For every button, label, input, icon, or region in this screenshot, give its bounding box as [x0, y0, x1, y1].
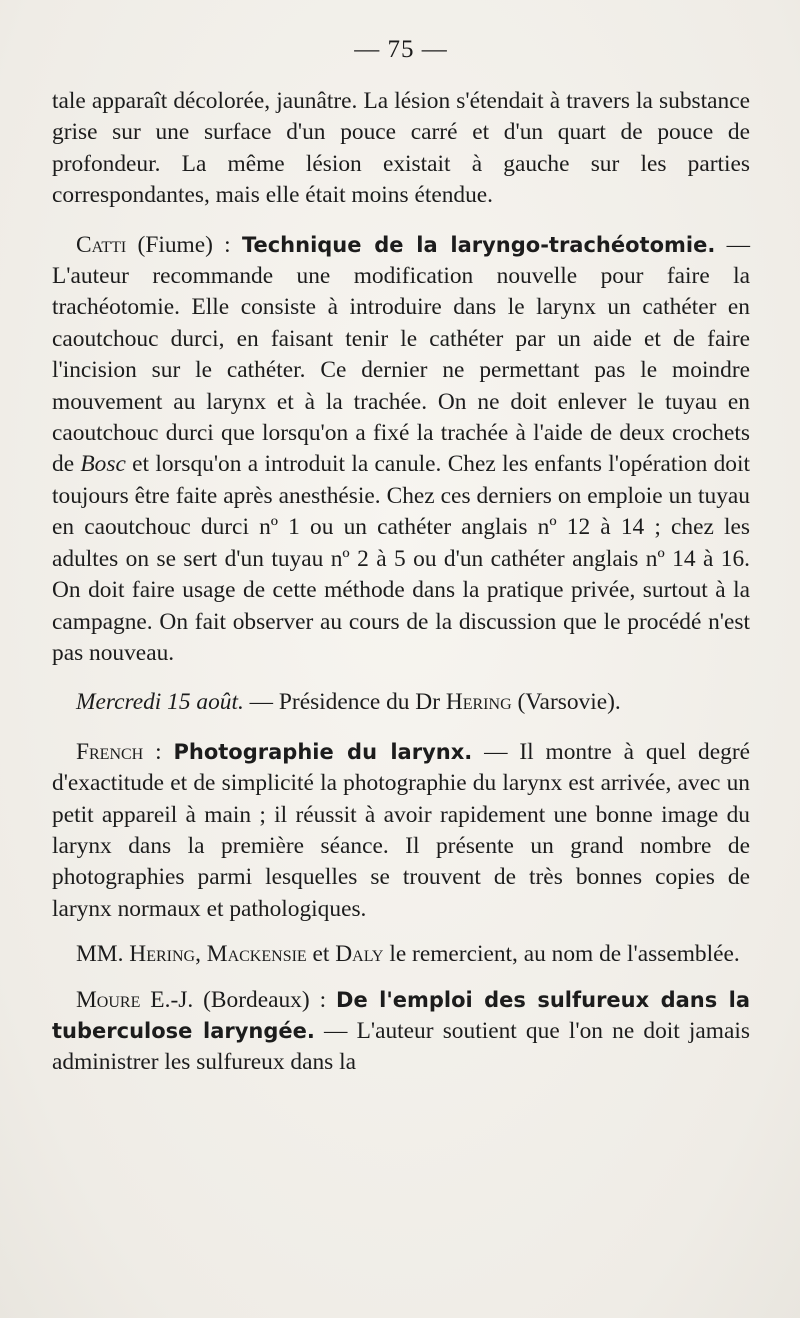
- section-title: Photographie du larynx.: [173, 739, 473, 764]
- president-name: Hering: [445, 689, 512, 716]
- author-name: Catti: [76, 231, 127, 258]
- session-text: — Présidence du Dr: [243, 689, 446, 716]
- paragraph-french: [52, 737, 750, 925]
- session-text: (Varsovie).: [511, 689, 621, 716]
- paragraph-lesion: tale apparaît décolorée, jaunâtre. La lésion s'étendait à travers la substance grise sur une surface d'un pouce carré et d'un quart de pouce de profondeur. La même lésion existait à gauche sur les parties correspondantes, mais elle était moins étendue.: [52, 88, 750, 209]
- prefix: MM.: [76, 941, 130, 968]
- author-name: French: [76, 738, 144, 765]
- author-place: E.-J. (Bordeaux) :: [140, 986, 337, 1013]
- body-text: — L'auteur soutient que l'on ne doit jamais administrer les sulfureux dans la: [52, 1017, 750, 1076]
- body-text: le remercient, au nom de l'assemblée.: [383, 941, 740, 968]
- person-name: Mackensie: [206, 941, 307, 968]
- separator: :: [143, 738, 174, 765]
- author-place: (Fiume) :: [126, 231, 242, 258]
- body-text: et lorsqu'on a introduit la canule. Chez les enfants l'opération doit toujours être faite après anesthésie. Chez ces derniers on emploie un tuyau en caoutchouc durci nº 1 ou un cathéter anglais nº 12 à 14 ; chez les adultes on se sert d'un tuyau nº 2 à 5 ou d'un cathéter anglais nº 14 à 16. On doit faire usage de cette méthode dans la pratique privée, surtout à la campagne. On fait observer au cours de la discussion que le procédé n'est pas nouveau.: [52, 451, 750, 666]
- separator: et: [306, 941, 336, 968]
- separator: ,: [195, 941, 207, 968]
- person-name: Daly: [335, 941, 384, 968]
- italic-name: Bosc: [80, 451, 126, 478]
- paragraph-catti: [52, 230, 750, 670]
- page-number: — 75 —: [354, 36, 448, 63]
- paragraph-moure: [52, 985, 750, 1079]
- author-name: Moure: [76, 986, 141, 1013]
- body-text: — L'auteur recommande une modification nouvelle pour faire la trachéotomie. Elle consiste à introduire dans le larynx un cathéter en caoutchouc durci, en faisant tenir le cathéter par un aide et de faire l'incision sur le cathéter. Ce dernier ne permettant pas le moindre mouvement au larynx et à la trachée. On ne doit enlever le tuyau en caoutchouc durci que lorsqu'on a fixé la trachée à l'aide de deux crochets de: [52, 231, 750, 478]
- person-name: Hering: [129, 941, 196, 968]
- body-text: — Il montre à quel degré d'exactitude et de simplicité la photographie du larynx est arrivée, avec un petit appareil à main ; il réussit à avoir rapidement une bonne image du larynx dans la première séance. Il présente un grand nombre de photographies parmi lesquelles se trouvent de très bonnes copies de larynx normaux et pathologiques.: [52, 738, 751, 922]
- session-line: [52, 687, 750, 718]
- paragraph-thanks: [52, 939, 750, 970]
- section-title: De l'emploi des sulfureux dans la tuberculose laryngée.: [52, 987, 751, 1043]
- session-date: Mercredi 15 août.: [76, 689, 244, 716]
- section-title: Technique de la laryngo-trachéotomie.: [241, 232, 716, 257]
